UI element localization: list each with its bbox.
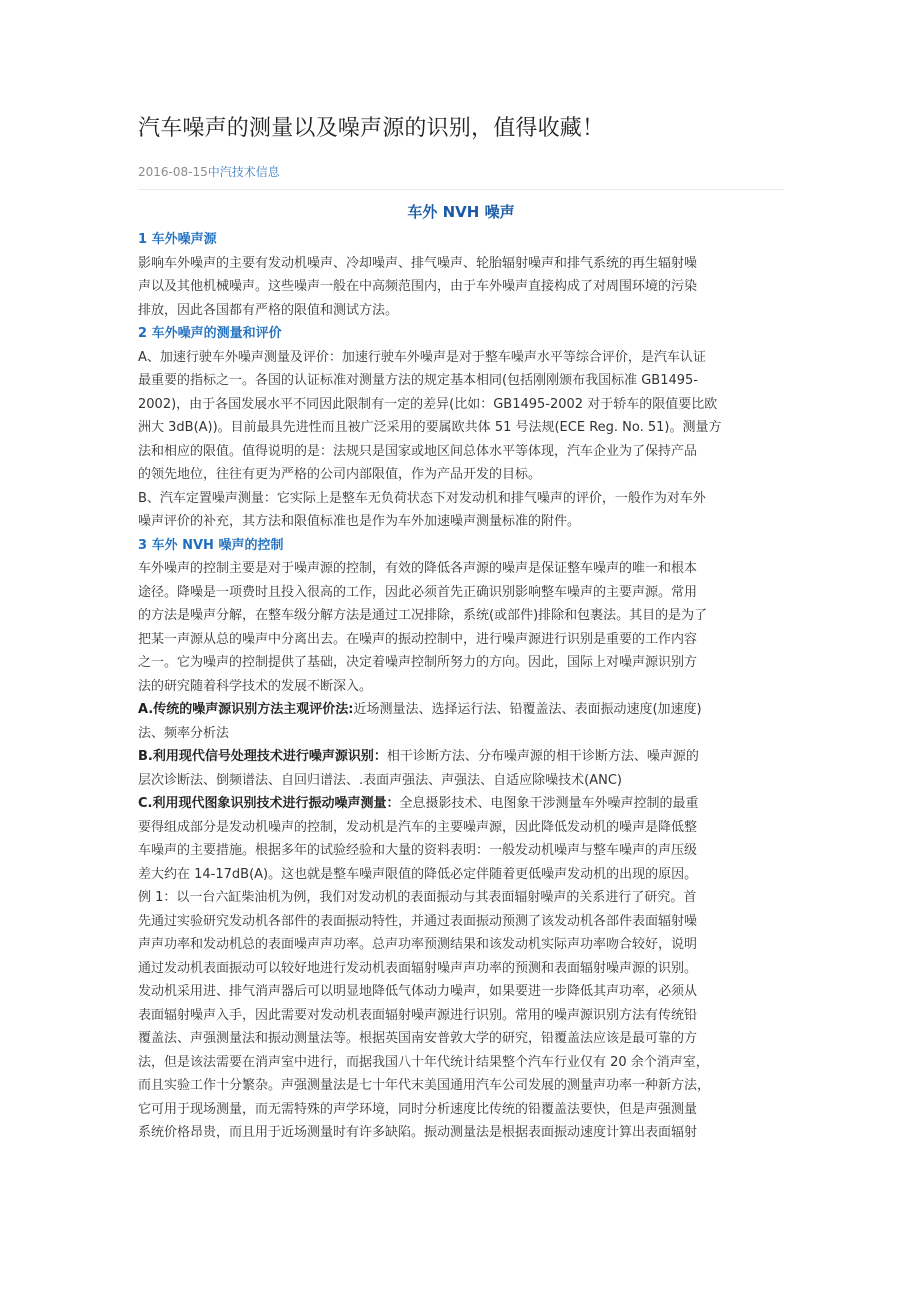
text-line: 之一。它为噪声的控制提供了基础，决定着噪声控制所努力的方向。因此，国际上对噪声源识别方: [138, 655, 698, 670]
text-line: 例 1：以一台六缸柴油机为例，我们对发动机的表面振动与其表面辐射噪声的关系进行了研究。首: [138, 890, 697, 905]
method-a-lead: A.传统的噪声源识别方法主观评价法:: [138, 702, 354, 717]
text-line: 系统价格昂贵，而且用于近场测量时有许多缺陷。振动测量法是根据表面振动速度计算出表面辐射: [138, 1125, 698, 1140]
method-a-first-line: [138, 698, 788, 722]
text-line: 的方法是噪声分解，在整车级分解方法是通过工况排除，系统(或部件)排除和包裹法。其目的是为了: [138, 608, 708, 623]
article-title: 汽车噪声的测量以及噪声源的识别，值得收藏！: [138, 116, 605, 141]
text-line: 表面辐射噪声入手，因此需要对发动机表面辐射噪声源进行识别。常用的噪声源识别方法有传统铅: [138, 1007, 698, 1023]
section-1-paragraph: [138, 252, 788, 323]
text-line: 通过发动机表面振动可以较好地进行发动机表面辐射噪声声功率的预测和表面辐射噪声源的识别。: [138, 960, 698, 976]
method-c-first-line: [138, 792, 788, 816]
article-body: [138, 198, 788, 1145]
text-line: 把某一声源从总的噪声中分离出去。在噪声的振动控制中，进行噪声源进行识别是重要的工作内容: [138, 631, 698, 647]
text-line: 的领先地位，往往有更为严格的公司内部限值，作为产品开发的目标。: [138, 467, 542, 482]
text-line: A、加速行驶车外噪声测量及评价：加速行驶车外噪声是对于整车噪声水平等综合评价，是汽车认证: [138, 349, 706, 365]
text-line: 洲大 3dB(A))。目前最具先进性而且被广泛采用的要属欧共体 51 号法规(ECE Reg. No. 51)。测量方: [138, 420, 722, 435]
text-line: 声声功率和发动机总的表面噪声声功率。总声功率预测结果和该发动机实际声功率吻合较好，说明: [138, 937, 698, 952]
text-line: 最重要的指标之一。各国的认证标准对测量方法的规定基本相同(包括刚刚颁布我国标准 GB1495-: [138, 373, 698, 388]
example-1-paragraph: [138, 886, 788, 1145]
text-line: 噪声评价的补充，其方法和限值标准也是作为车外加速噪声测量标准的附件。: [138, 514, 581, 529]
text-line: 排放，因此各国都有严格的限值和测试方法。: [138, 302, 399, 318]
article-source-link[interactable]: 中汽技术信息: [207, 165, 280, 179]
text-line: 法的研究随着科学技术的发展不断深入。: [138, 678, 373, 694]
text-line: 2002)，由于各国发展水平不同因此限制有一定的差异(比如：GB1495-2002 对于轿车的限值要比欧: [138, 396, 718, 412]
text-line: 先通过实验研究发动机各部件的表面振动特性，并通过表面振动预测了该发动机各部件表面辐射噪: [138, 913, 698, 929]
method-c-rest: [138, 816, 788, 887]
text-line: 层次诊断法、倒频谱法、自回归谱法、.表面声强法、声强法、自适应除噪技术(ANC): [138, 772, 622, 788]
text-line: 车外噪声的控制主要是对于噪声源的控制，有效的降低各声源的噪声是保证整车噪声的唯一和根本: [138, 561, 698, 576]
text-line: 车噪声的主要措施。根据多年的试验经验和大量的资料表明：一般发动机噪声与整车噪声的声压级: [138, 843, 698, 858]
method-b-item: [138, 745, 788, 792]
method-b-rest: [138, 769, 788, 793]
text-line: 它可用于现场测量，而无需特殊的声学环境，同时分析速度比传统的铅覆盖法要快，但是声强测量: [138, 1101, 698, 1117]
divider: [138, 189, 784, 190]
section-3-intro: [138, 557, 788, 698]
method-b-lead: B.利用现代信号处理技术进行噪声源识别：: [138, 749, 387, 764]
text-line: 途径。降噪是一项费时且投入很高的工作，因此必须首先正确识别影响整车噪声的主要声源。常用: [138, 584, 698, 600]
method-b-text: 相干诊断方法、分布噪声源的相干诊断方法、噪声源的: [386, 749, 699, 764]
section-main-heading: 车外 NVH 噪声: [407, 203, 515, 221]
text-line: 要得组成部分是发动机噪声的控制，发动机是汽车的主要噪声源，因此降低发动机的噪声是降低整: [138, 819, 698, 835]
text-line: 法、频率分析法: [138, 725, 230, 741]
text-line: 覆盖法、声强测量法和振动测量法等。根据英国南安普敦大学的研究，铅覆盖法应该是最可靠的方: [138, 1031, 698, 1046]
method-c-text: 全息摄影技术、电图象干涉测量车外噪声控制的最重: [399, 796, 699, 811]
method-b-first-line: [138, 745, 788, 769]
text-line: 声以及其他机械噪声。这些噪声一般在中高频范围内，由于车外噪声直接构成了对周围环境的污染: [138, 279, 698, 294]
section-1-heading: 1 车外噪声源: [138, 232, 217, 247]
text-line: 而且实验工作十分繁杂。声强测量法是七十年代末美国通用汽车公司发展的测量声功率一种新方法，: [138, 1078, 711, 1093]
text-line: 法和相应的限值。值得说明的是：法规只是国家或地区间总体水平等体现，汽车企业为了保持产品: [138, 443, 698, 459]
article-date: 2016-08-15: [138, 165, 208, 179]
article-meta: [138, 163, 280, 180]
method-c-lead: C.利用现代图象识别技术进行振动噪声测量：: [138, 796, 400, 811]
section-2-heading: 2 车外噪声的测量和评价: [138, 326, 282, 341]
text-line: 影响车外噪声的主要有发动机噪声、冷却噪声、排气噪声、轮胎辐射噪声和排气系统的再生辐射噪: [138, 255, 698, 271]
text-line: B、汽车定置噪声测量：它实际上是整车无负荷状态下对发动机和排气噪声的评价，一般作为对车外: [138, 490, 706, 506]
text-line: 差大约在 14-17dB(A)。这也就是整车噪声限值的降低必定伴随着更低噪声发动机的出现的原因。: [138, 866, 698, 882]
method-a-item: [138, 698, 788, 745]
section-3-heading: 3 车外 NVH 噪声的控制: [138, 537, 284, 553]
section-2-paragraph-b: [138, 487, 788, 534]
method-a-rest: [138, 722, 788, 746]
section-2-paragraph-a: [138, 346, 788, 487]
text-line: 法，但是该法需要在消声室中进行，而据我国八十年代统计结果整个汽车行业仅有 20 余个消声室，: [138, 1054, 709, 1070]
text-line: 发动机采用进、排气消声器后可以明显地降低气体动力噪声，如果要进一步降低其声功率，必须从: [138, 984, 698, 999]
method-c-item: [138, 792, 788, 886]
method-a-text: 近场测量法、选择运行法、铅覆盖法、表面振动速度(加速度): [353, 702, 702, 717]
